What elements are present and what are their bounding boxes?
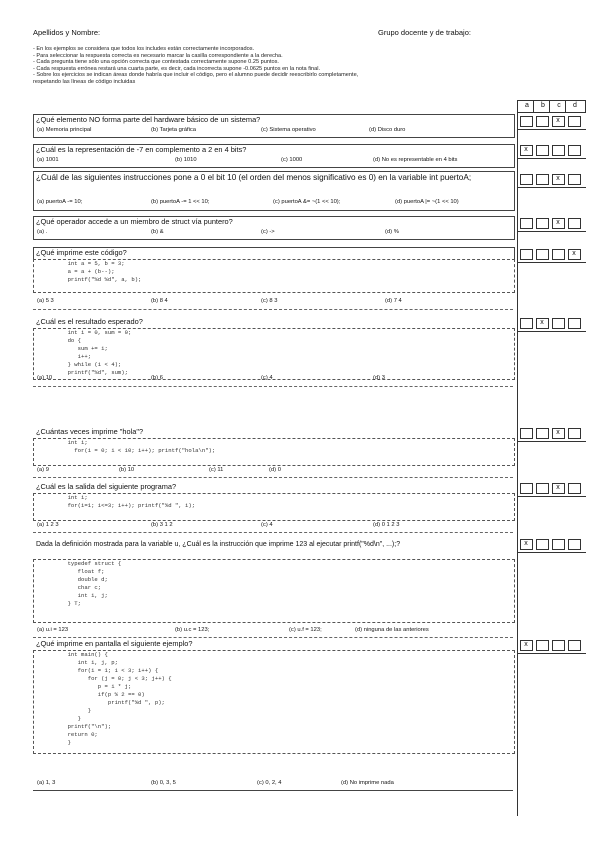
option-b: (b) puertoA -= 1 << 10; [151, 199, 210, 205]
instruction-line: - Cada pregunta tiene sólo una opción correcta que contestada correctamente supone 0.25 puntos. [33, 59, 279, 66]
option-a: (a) 1 2 3 [37, 522, 59, 528]
question-text: ¿Qué imprime este código? [36, 248, 127, 257]
answer-column-a: a [525, 102, 529, 109]
group-label: Grupo docente y de trabajo: [378, 28, 471, 37]
option-a: (a) puertoA -= 10; [37, 199, 83, 205]
answer-row-separator [517, 129, 586, 130]
answer-checkbox-c[interactable] [552, 174, 565, 185]
question-options [33, 127, 513, 135]
answer-checkbox-a[interactable] [520, 640, 533, 651]
question-divider [33, 790, 513, 791]
option-d: (d) % [385, 229, 399, 235]
grid-top-border [517, 100, 586, 101]
question-options [33, 627, 513, 635]
code-area [33, 493, 515, 521]
question-divider [33, 386, 513, 387]
question-divider [33, 477, 513, 478]
answer-column-c: c [557, 102, 561, 109]
code-block: typedef struct { float f; double d; char c; int i, j; } T; [67, 560, 122, 607]
answer-checkbox-b[interactable] [536, 318, 549, 329]
answer-row-separator [517, 552, 586, 553]
option-d: (d) 7 4 [385, 298, 402, 304]
option-c: (c) puertoA &= ~(1 << 10); [273, 199, 341, 205]
answer-mark: x [556, 117, 560, 124]
instruction-line: respetando las líneas de código incluidas [33, 78, 136, 85]
answer-checkbox-d[interactable] [568, 483, 581, 494]
option-c: (c) 8 3 [261, 298, 278, 304]
code-block: int i = 0, sum = 0; do { sum += i; i++; } while (i < 4); printf("%d", sum); [67, 329, 132, 376]
answer-checkbox-a[interactable] [520, 174, 533, 185]
option-d: (d) No es representable en 4 bits [373, 157, 458, 163]
answer-row-separator [517, 187, 586, 188]
answer-column-d: d [573, 102, 577, 109]
option-a: (a) 10 [37, 375, 53, 381]
answer-checkbox-a[interactable] [520, 428, 533, 439]
answer-checkbox-d[interactable] [568, 640, 581, 651]
answer-row-separator [517, 262, 586, 263]
answer-checkbox-b[interactable] [536, 428, 549, 439]
answer-mark: x [572, 250, 576, 257]
option-c: (c) 4 [261, 522, 273, 528]
option-d: (d) 0 [269, 467, 281, 473]
grid-left-border [517, 100, 518, 816]
answer-row-separator [517, 158, 586, 159]
answer-mark: x [524, 540, 528, 547]
answer-checkbox-a[interactable] [520, 483, 533, 494]
question-text: ¿Cuál es la salida del siguiente programa? [36, 482, 177, 491]
code-block: int i; for(i = 0; i < 10; i++); printf("hola\n"); [67, 439, 216, 454]
answer-checkbox-a[interactable] [520, 539, 533, 550]
answer-checkbox-c[interactable] [552, 640, 565, 651]
answer-checkbox-a[interactable] [520, 218, 533, 229]
answer-checkbox-d[interactable] [568, 539, 581, 550]
question-options [33, 199, 513, 207]
option-b: (b) 8 4 [151, 298, 168, 304]
answer-row-separator [517, 441, 586, 442]
code-block: int i; for(i=1; i<=3; i++); printf("%d ", i); [67, 494, 196, 509]
option-a: (a) 9 [37, 467, 49, 473]
option-d: (d) No imprime nada [341, 780, 394, 786]
answer-checkbox-d[interactable] [568, 318, 581, 329]
answer-checkbox-c[interactable] [552, 145, 565, 156]
question-text: ¿Cuál es el resultado esperado? [36, 317, 143, 326]
answer-checkbox-b[interactable] [536, 145, 549, 156]
answer-column-b: b [541, 102, 545, 109]
answer-checkbox-a[interactable] [520, 145, 533, 156]
answer-mark: x [556, 484, 560, 491]
question-options [33, 298, 513, 306]
answer-checkbox-c[interactable] [552, 249, 565, 260]
option-a: (a) u.i = 123 [37, 627, 69, 633]
option-a: (a) . [37, 229, 48, 235]
option-a: (a) 5 3 [37, 298, 54, 304]
answer-row-separator [517, 331, 586, 332]
answer-checkbox-d[interactable] [568, 428, 581, 439]
question-options [33, 229, 513, 237]
option-c: (c) Sistema operativo [261, 127, 316, 133]
answer-row-separator [517, 231, 586, 232]
grid-separator [533, 100, 534, 112]
answer-row-separator [517, 653, 586, 654]
answer-checkbox-d[interactable] [568, 116, 581, 127]
answer-checkbox-d[interactable] [568, 174, 581, 185]
grid-header-bottom [517, 112, 586, 113]
option-a: (a) 1001 [37, 157, 59, 163]
question-options [33, 157, 513, 165]
answer-checkbox-b[interactable] [536, 218, 549, 229]
code-block: int a = 5, b = 3; a = a + (b--); printf("%d %d", a, b); [67, 260, 142, 283]
answer-checkbox-c[interactable] [552, 428, 565, 439]
answer-mark: x [556, 175, 560, 182]
answer-checkbox-b[interactable] [536, 539, 549, 550]
option-b: (b) 3 1 2 [151, 522, 173, 528]
answer-checkbox-a[interactable] [520, 249, 533, 260]
option-b: (b) 1010 [175, 157, 197, 163]
option-c: (c) 1000 [281, 157, 303, 163]
answer-mark: x [556, 429, 560, 436]
answer-checkbox-d[interactable] [568, 218, 581, 229]
option-c: (c) 11 [209, 467, 224, 473]
answer-checkbox-b[interactable] [536, 483, 549, 494]
code-area [33, 328, 515, 380]
option-a: (a) 1, 3 [37, 780, 56, 786]
question-text: ¿Cuántas veces imprime "hola"? [36, 427, 144, 436]
code-area [33, 559, 515, 623]
option-b: (b) u.c = 123; [175, 627, 210, 633]
option-c: (c) 0, 2, 4 [257, 780, 282, 786]
answer-checkbox-c[interactable] [552, 116, 565, 127]
option-d: (d) Disco duro [369, 127, 406, 133]
question-text: Dada la definición mostrada para la variable u, ¿Cuál es la instrucción que imprime 123 al ejecutar printf("%d\n", ...);? [36, 541, 401, 548]
question-options [33, 522, 513, 530]
answer-checkbox-c[interactable] [552, 539, 565, 550]
question-text: ¿Cuál es la representación de -7 en complemento a 2 en 4 bits? [36, 145, 247, 154]
instruction-line: - Cada respuesta errónea restará una cuarta parte, es decir, cada incorrecta supone -0.0625 puntos en la nota final. [33, 65, 321, 72]
name-label: Apellidos y Nombre: [33, 28, 101, 37]
code-area [33, 650, 515, 754]
question-divider [33, 637, 513, 638]
option-d: (d) 3 [373, 375, 385, 381]
answer-checkbox-c[interactable] [552, 218, 565, 229]
answer-mark: x [556, 219, 560, 226]
answer-checkbox-c[interactable] [552, 318, 565, 329]
question-options [33, 467, 513, 475]
answer-mark: x [540, 319, 544, 326]
question-options [33, 780, 513, 788]
grid-separator [549, 100, 550, 112]
option-d: (d) puertoA |= ~(1 << 10) [395, 199, 459, 205]
option-c: (c) u.f = 123; [289, 627, 322, 633]
question-text: ¿Cuál de las siguientes instrucciones pone a 0 el bit 10 (el orden del menos significativo es 0) en la variable int puertoA; [36, 173, 472, 182]
option-b: (b) 0, 3, 5 [151, 780, 176, 786]
question-text: ¿Qué imprime en pantalla el siguiente ejemplo? [36, 639, 193, 648]
instructions [33, 46, 563, 86]
option-a: (a) Memoria principal [37, 127, 92, 133]
option-c: (c) 4 [261, 375, 273, 381]
instruction-line: - En los ejemplos se considera que todos los includes están correctamente incorporados. [33, 46, 255, 52]
grid-separator [585, 100, 586, 112]
answer-row-separator [517, 496, 586, 497]
answer-checkbox-b[interactable] [536, 640, 549, 651]
option-b: (b) & [151, 229, 164, 235]
question-divider [33, 309, 513, 310]
answer-checkbox-d[interactable] [568, 145, 581, 156]
code-block: int main() { int i, j, p; for(i = 1; i < 3; i++) { for (j = 0; j < 3; j++) { p = i * j; if(p % 2 == 0) printf("%d ", p); } } printf("\n"); return 0; } [67, 651, 172, 746]
option-b: (b) 6 [151, 375, 163, 381]
answer-checkbox-b[interactable] [536, 116, 549, 127]
grid-separator [565, 100, 566, 112]
answer-mark: x [524, 146, 528, 153]
option-d: (d) 0 1 2 3 [373, 522, 400, 528]
answer-checkbox-a[interactable] [520, 318, 533, 329]
instruction-line: - Para seleccionar la respuesta correcta es necesario marcar la casilla correspondiente a la derecha. [33, 52, 283, 59]
option-b: (b) 10 [119, 467, 135, 473]
question-options [33, 375, 513, 383]
option-b: (b) Tarjeta gráfica [151, 127, 196, 133]
code-area [33, 259, 515, 293]
answer-checkbox-c[interactable] [552, 483, 565, 494]
question-text: ¿Qué operador accede a un miembro de struct vía puntero? [36, 217, 233, 226]
answer-checkbox-b[interactable] [536, 174, 549, 185]
answer-mark: x [524, 641, 528, 648]
instruction-line: - Sobre los ejercicios se indican áreas donde habría que incluir el código, pero el alumno puede decidir reescribirlo completamente, [33, 72, 359, 79]
question-divider [33, 532, 513, 533]
option-c: (c) -> [261, 229, 275, 235]
answer-checkbox-a[interactable] [520, 116, 533, 127]
answer-checkbox-d[interactable] [568, 249, 581, 260]
option-d: (d) ninguna de las anteriores [355, 627, 429, 633]
question-text: ¿Qué elemento NO forma parte del hardware básico de un sistema? [36, 115, 261, 124]
answer-checkbox-b[interactable] [536, 249, 549, 260]
code-area [33, 438, 515, 466]
